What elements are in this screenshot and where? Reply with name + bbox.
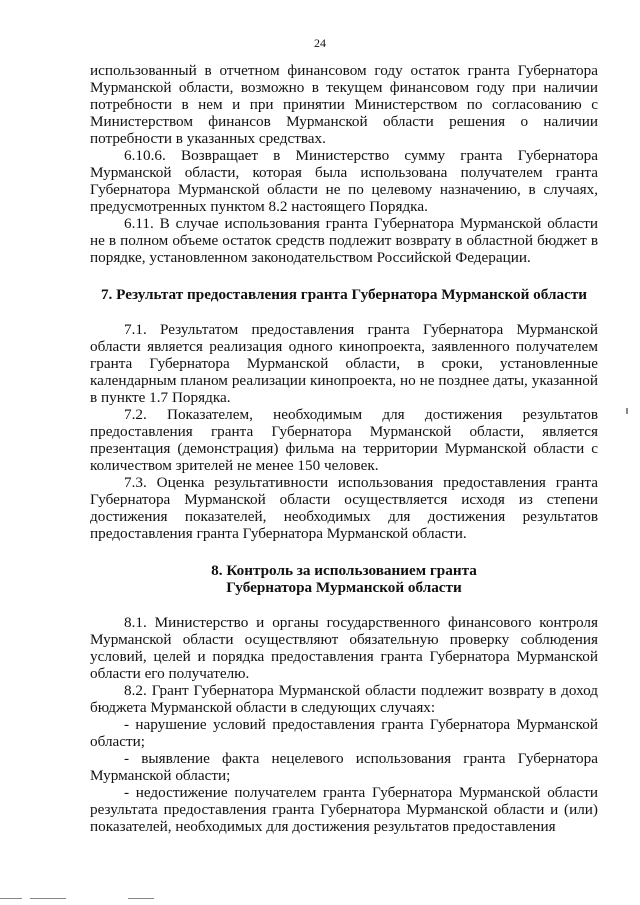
paragraph-6-10-6: 6.10.6. Возвращает в Министерство сумму гранта Губернатора Мурманской области, которая была использована получателем гранта Губернатора Мурманской области не по целевому назначению, в случаях, предусмотренных пунктом 8.2 настоящего Порядка.	[90, 147, 598, 215]
scan-artifact-line	[0, 898, 22, 899]
section-8-heading-line2: Губернатора Мурманской области	[226, 579, 462, 596]
section-8-heading	[90, 562, 598, 596]
list-item-misuse: - выявление факта нецелевого использования гранта Губернатора Мурманской области;	[90, 750, 598, 784]
scan-artifact-mark	[626, 408, 628, 414]
paragraph-7-1: 7.1. Результатом предоставления гранта Губернатора Мурманской области является реализация одного кинопроекта, заявленного получателем гранта Губернатора Мурманской области, в сроки, установленные календарным планом реализации кинопроекта, но не позднее даты, указанной в пункте 1.7 Порядка.	[90, 321, 598, 406]
paragraph-8-1: 8.1. Министерство и органы государственного финансового контроля Мурманской области осуществляют обязательную проверку соблюдения условий, целей и порядка предоставления гранта Губернатора Мурманской области его получателю.	[90, 614, 598, 682]
paragraph-7-2: 7.2. Показателем, необходимым для достижения результатов предоставления гранта Губернатора Мурманской области, является презентация (демонстрация) фильма на территории Мурманской области с количеством зрителей не менее 150 человек.	[90, 406, 598, 474]
scan-artifact-line	[30, 898, 66, 899]
page-number: 24	[314, 36, 326, 50]
paragraph-6-11: 6.11. В случае использования гранта Губернатора Мурманской области не в полном объеме остаток средств подлежит возврату в областной бюджет в порядке, установленном законодательством Российской Федерации.	[90, 215, 598, 266]
list-item-not-achieved: - недостижение получателем гранта Губернатора Мурманской области результата предоставления гранта Губернатора Мурманской области и (или) показателей, необходимых для достижения результатов предоставления	[90, 784, 598, 835]
section-7-heading: 7. Результат предоставления гранта Губернатора Мурманской области	[100, 286, 588, 303]
section-8-heading-line1: 8. Контроль за использованием гранта	[211, 562, 477, 579]
list-item-violation: - нарушение условий предоставления гранта Губернатора Мурманской области;	[90, 716, 598, 750]
paragraph-8-2: 8.2. Грант Губернатора Мурманской области подлежит возврату в доход бюджета Мурманской области в следующих случаях:	[90, 682, 598, 716]
paragraph-7-3: 7.3. Оценка результативности использования предоставления гранта Губернатора Мурманской области осуществляется исходя из степени достижения показателей, необходимых для достижения результатов предоставления гранта Губернатора Мурманской области.	[90, 474, 598, 542]
document-body	[90, 62, 598, 835]
paragraph-continuation: использованный в отчетном финансовом году остаток гранта Губернатора Мурманской области, возможно в текущем финансовом году при наличии потребности в нем и при принятии Министерством по согласованию с Министерством финансов Мурманской области решения о наличии потребности в указанных средствах.	[90, 62, 598, 147]
scan-artifact-line	[128, 898, 154, 899]
